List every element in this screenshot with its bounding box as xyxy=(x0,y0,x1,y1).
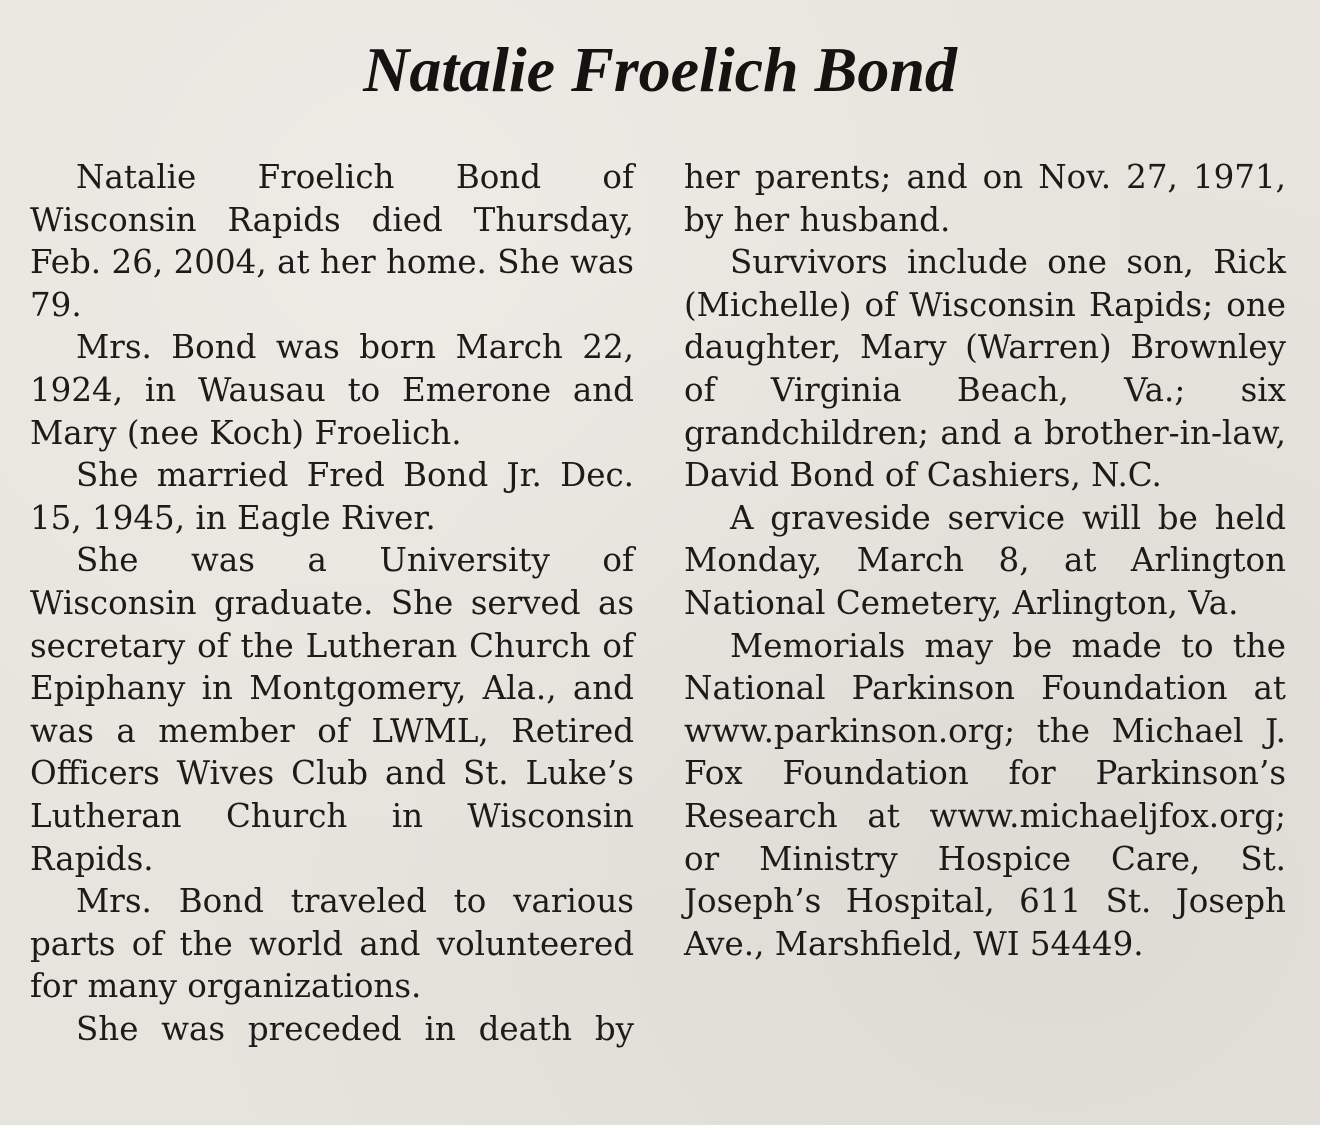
paragraph-preceded-in-death-continued: her parents; and on Nov. 27, 1971, by her husband. xyxy=(684,158,1286,239)
paragraph-education-memberships: She was a University of Wisconsin graduate. She served as secretary of the Lutheran Church of Epiphany in Montgomery, Ala., and was a member of LWML, Retired Officers Wives Club and St. Luke’s Lutheran Church in Wisconsin Rapids. xyxy=(30,541,634,878)
paragraph-birth: Mrs. Bond was born March 22, 1924, in Wausau to Emerone and Mary (nee Koch) Froelich. xyxy=(30,328,634,452)
paragraph-preceded-in-death-start: She was preceded in death by xyxy=(76,1009,634,1048)
paragraph-memorials: Memorials may be made to the National Parkinson Foundation at www.parkinson.org; the Michael J. Fox Foundation for Parkinson’s Research at www.michaeljfox.org; or Ministry Hospice Care, St. Joseph’s Hospital, 611 St. Joseph Ave., Marshfield, WI 54449. xyxy=(684,626,1286,963)
paragraph-marriage: She married Fred Bond Jr. Dec. 15, 1945, in Eagle River. xyxy=(30,456,634,537)
paragraph-travel-volunteer: Mrs. Bond traveled to various parts of the world and volunteered for many organizations. xyxy=(30,882,634,1006)
left-column xyxy=(30,156,634,1050)
obituary-headline: Natalie Froelich Bond xyxy=(363,34,957,105)
right-column xyxy=(684,156,1286,965)
paragraph-death-notice: Natalie Froelich Bond of Wisconsin Rapids died Thursday, Feb. 26, 2004, at her home. She was 79. xyxy=(30,158,634,324)
paragraph-survivors: Survivors include one son, Rick (Michelle) of Wisconsin Rapids; one daughter, Mary (Warren) Brownley of Virginia Beach, Va.; six grandchildren; and a brother-in-law, David Bond of Cashiers, N.C. xyxy=(684,243,1286,495)
paragraph-graveside-service: A graveside service will be held Monday, March 8, at Arlington National Cemetery, Arlington, Va. xyxy=(684,498,1286,622)
